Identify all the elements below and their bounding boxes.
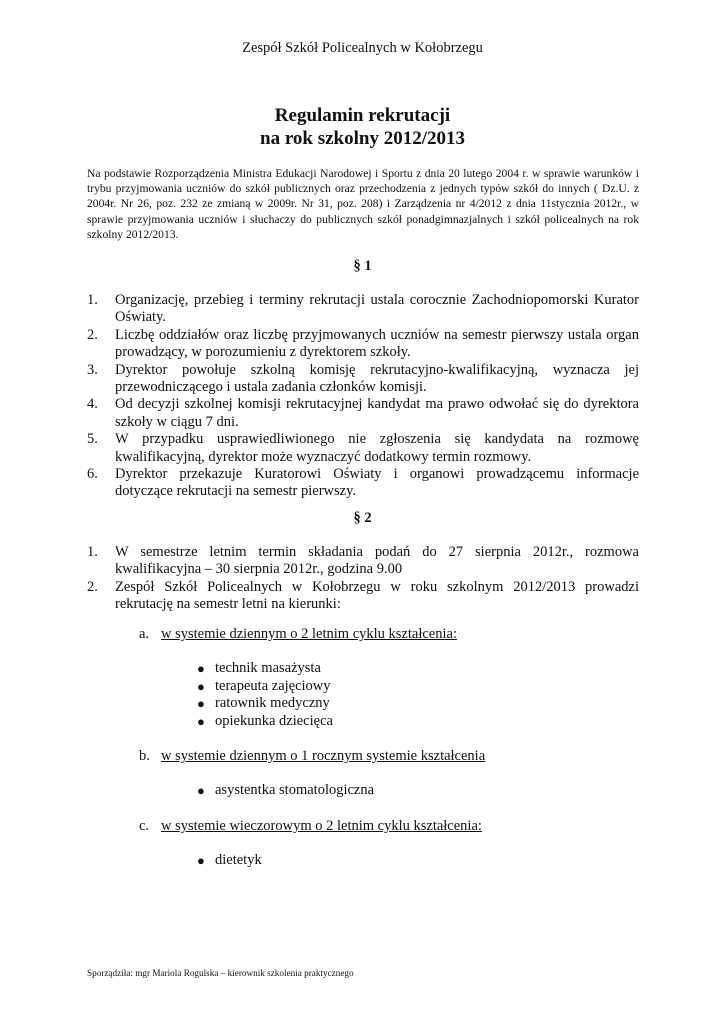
school-header: Zespół Szkół Policealnych w Kołobrzegu [242, 40, 483, 56]
list-item: ● ratownik medyczny [197, 695, 330, 712]
list-item: 4. Od decyzji szkolnej komisji rekrutacyjnej kandydat ma prawo odwołać się do dyrektora szkoły w ciągu 7 dni. [87, 396, 639, 430]
intro-paragraph: Na podstawie Rozporządzenia Ministra Edukacji Narodowej i Sportu z dnia 20 lutego 2004 r. w sprawie warunków i trybu przyjmowania uczniów do szkół publicznych oraz przechodzenia z jednych typów szkół do innych ( Dz.U. z 2004r. Nr 26, poz. 232 ze zmianą w 2009r. Nr 31, poz. 208) i Zarządzenia nr 4/2012 z dnia 11stycznia 2012r., w sprawie przyjmowania uczniów i słuchaczy do publicznych szkół ponadgimnazjalnych i szkół policealnych na rok szkolny 2012/2013. [87, 167, 639, 241]
list-item: 2. Liczbę oddziałów oraz liczbę przyjmowanych uczniów na semestr pierwszy ustala organ prowadzący, w porozumieniu z dyrektorem szkoły. [87, 326, 639, 361]
list-item: 2. Zespół Szkół Policealnych w Kołobrzegu w roku szkolnym 2012/2013 prowadzi rekrutację na semestr letni na kierunki: [87, 578, 639, 613]
list-item: ● asystentka stomatologiczna [197, 782, 375, 798]
list-item: 3. Dyrektor powołuje szkolną komisję rekrutacyjno-kwalifikacyjną, wyznacza jej przewodniczącego i ustala zadania członków komisji. [87, 361, 639, 396]
program-group-a: a. w systemie dziennym o 2 letnim cyklu kształcenia: [139, 626, 457, 642]
course-list-a [197, 660, 333, 730]
bullet-icon: ● [197, 661, 205, 676]
bullet-icon: ● [197, 783, 205, 798]
document-title [0, 104, 725, 150]
program-group-label: w systemie dziennym o 1 rocznym systemie kształcenia [161, 748, 486, 764]
footer-note: Sporządziła: mgr Mariola Rogulska – kierownik szkolenia praktycznego [87, 968, 354, 978]
list-item: 5. W przypadku usprawiedliwionego nie zgłoszenia się kandydata na rozmowę kwalifikacyjną, dyrektor może wyznaczyć dodatkowy termin rozmowy. [87, 431, 639, 465]
section-2-list [87, 544, 639, 614]
title-line-1: Regulamin rekrutacji [274, 105, 451, 126]
bullet-icon: ● [197, 696, 205, 712]
bullet-icon: ● [197, 713, 205, 729]
list-item: ● technik masażysta [197, 660, 321, 676]
list-item: ● terapeuta zajęciowy [197, 677, 331, 694]
section-1-list [87, 292, 639, 501]
list-item: 6. Dyrektor przekazuje Kuratorowi Oświaty i organowi prowadzącemu informacje dotyczące rekrutacji na semestr pierwszy. [87, 466, 639, 500]
program-group-c: c. w systemie wieczorowym o 2 letnim cyklu kształcenia: [139, 818, 482, 834]
bullet-icon: ● [197, 853, 205, 868]
section-2-mark: § 2 [353, 510, 372, 526]
program-group-b: b. w systemie dziennym o 1 rocznym systemie kształcenia [139, 748, 486, 764]
title-line-2: na rok szkolny 2012/2013 [260, 128, 465, 149]
course-list-c [197, 852, 262, 870]
bullet-icon: ● [197, 678, 205, 694]
course-list-b [197, 782, 374, 800]
list-item: ● opiekunka dziecięca [197, 712, 333, 729]
section-1-mark: § 1 [353, 258, 372, 274]
list-item: ● dietetyk [197, 852, 262, 868]
program-group-label: w systemie dziennym o 2 letnim cyklu kształcenia: [161, 626, 457, 642]
program-group-label: w systemie wieczorowym o 2 letnim cyklu kształcenia: [161, 818, 482, 834]
list-item: 1. Organizację, przebieg i terminy rekrutacji ustala corocznie Zachodniopomorski Kurator Oświaty. [87, 292, 639, 326]
list-item: 1. W semestrze letnim termin składania podań do 27 sierpnia 2012r., rozmowa kwalifikacyjna – 30 sierpnia 2012r., godzina 9.00 [87, 544, 639, 578]
